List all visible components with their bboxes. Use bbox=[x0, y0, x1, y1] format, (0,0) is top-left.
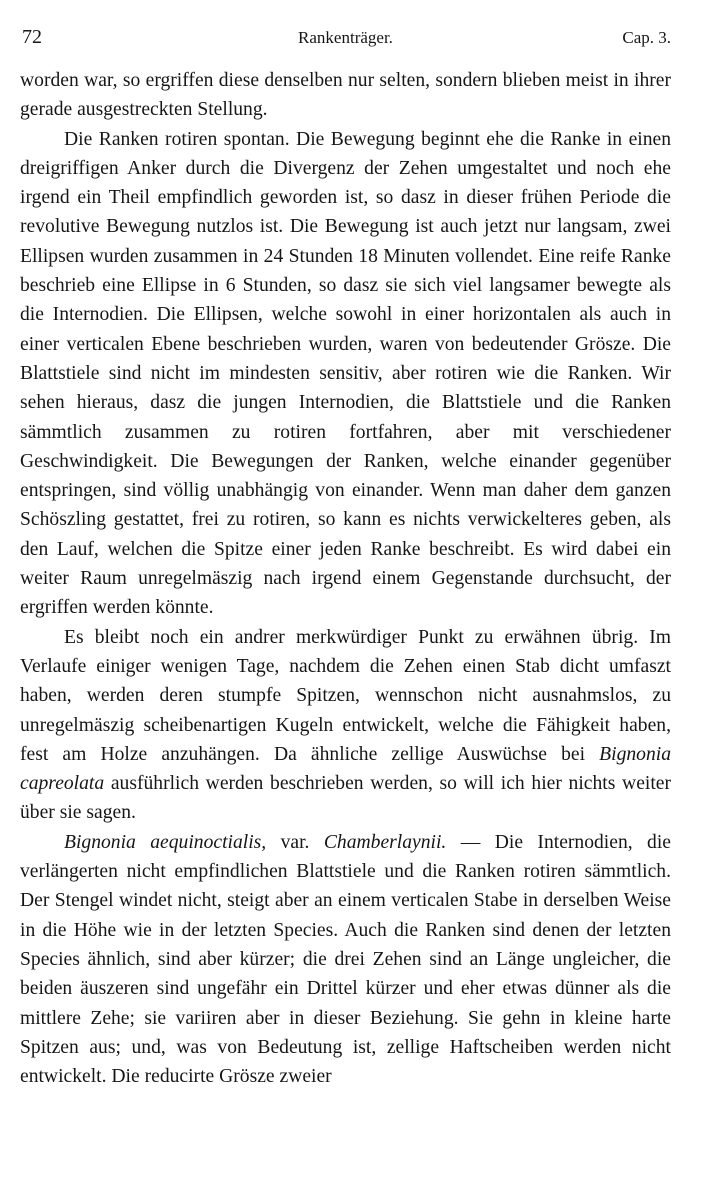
page-number: 72 bbox=[22, 26, 42, 48]
paragraph-discs-text-a: Es bleibt noch ein andrer merkwürdiger Punkt zu erwähnen übrig. Im Verlaufe einiger wenigen Tage, nachdem die Zehen einen Stab dicht umfaszt haben, werden deren stumpfe Spitzen, wennschon nicht ausnahmslos, zu unregelmäszig scheibenartigen Kugeln entwickelt, welche die Fähigkeit haben, fest am Holze anzuhängen. Da ähnliche zellige Auswüchse bei bbox=[20, 626, 671, 765]
variety-label: var. bbox=[266, 831, 324, 853]
species-name-capreolata: Bignonia capreolata bbox=[20, 743, 671, 795]
running-title: Rankenträger. bbox=[298, 28, 393, 47]
paragraph-aequinoctialis-text: — Die Internodien, die verlängerten nicht empfindlichen Blattstiele und die Ranken rotiren sämmtlich. Der Stengel windet nicht, steigt aber an einem verticalen Stabe in derselben Weise in die Höhe wie in der letzten Species. Auch die Ranken sind denen der letzten Species ähnlich, sind aber kürzer; die drei Zehen sind an Länge ungleicher, die beiden äuszeren sind ungefähr ein Drittel kürzer und eher etwas dünner als die mittlere Zehe; sie variiren aber in dieser Beziehung. Sie gehn in kleine harte Spitzen aus; und, was von Bedeutung ist, zellige Haftscheiben werden nicht entwickelt. Die reducirte Grösze zweier bbox=[20, 831, 671, 1088]
paragraph-continuation: worden war, so ergriffen diese denselben nur selten, sondern blieben meist in ihrer gerade ausgestreckten Stellung. bbox=[20, 70, 671, 121]
paragraph-rotation: Die Ranken rotiren spontan. Die Bewegung beginnt ehe die Ranke in einen dreigriffigen Anker durch die Divergenz der Zehen umgestaltet und noch ehe irgend ein Theil empfindlich geworden ist, so dasz in dieser frühen Periode die revolutive Bewegung nutzlos ist. Die Bewegung ist auch jetzt nur langsam, zwei Ellipsen wurden zusammen in 24 Stunden 18 Minuten vollendet. Eine reife Ranke beschrieb eine Ellipse in 6 Stunden, so dasz sie sich viel langsamer bewegte als die Internodien. Die Ellipsen, welche sowohl in einer horizontalen als auch in einer verticalen Ebene beschrieben wurden, waren von bedeutender Grösze. Die Blattstiele sind nicht im mindesten sensitiv, aber rotiren wie die Ranken. Wir sehen hieraus, dasz die jungen Internodien, die Blattstiele und die Ranken sämmtlich zusammen zu rotiren fortfahren, aber mit verschiedener Geschwindigkeit. Die Bewegungen der Ranken, welche einander gegenüber entspringen, sind völlig unabhängig von einander. Wenn man daher dem ganzen Schöszling gestattet, frei zu rotiren, so kann es nichts verwickelteres geben, als den Lauf, welchen die Spitze einer jeden Ranke beschreibt. Es wird dabei ein weiter Raum unregelmäszig nach irgend einem Gegenstande durchsucht, der ergriffen werden könnte. bbox=[20, 128, 671, 619]
page-header bbox=[20, 22, 671, 56]
species-name-aequinoctialis: Bignonia aequinoctialis, bbox=[64, 831, 267, 853]
variety-name-chamberlaynii: Chamberlaynii. bbox=[323, 831, 447, 853]
paragraph-discs-text-b: ausführlich werden beschrieben werden, so will ich hier nichts weiter über sie sagen. bbox=[20, 773, 671, 824]
chapter-label: Cap. 3. bbox=[622, 28, 671, 47]
paragraph-aequinoctialis bbox=[20, 828, 671, 1092]
body-text bbox=[20, 66, 671, 1091]
paragraph-discs bbox=[20, 623, 671, 828]
